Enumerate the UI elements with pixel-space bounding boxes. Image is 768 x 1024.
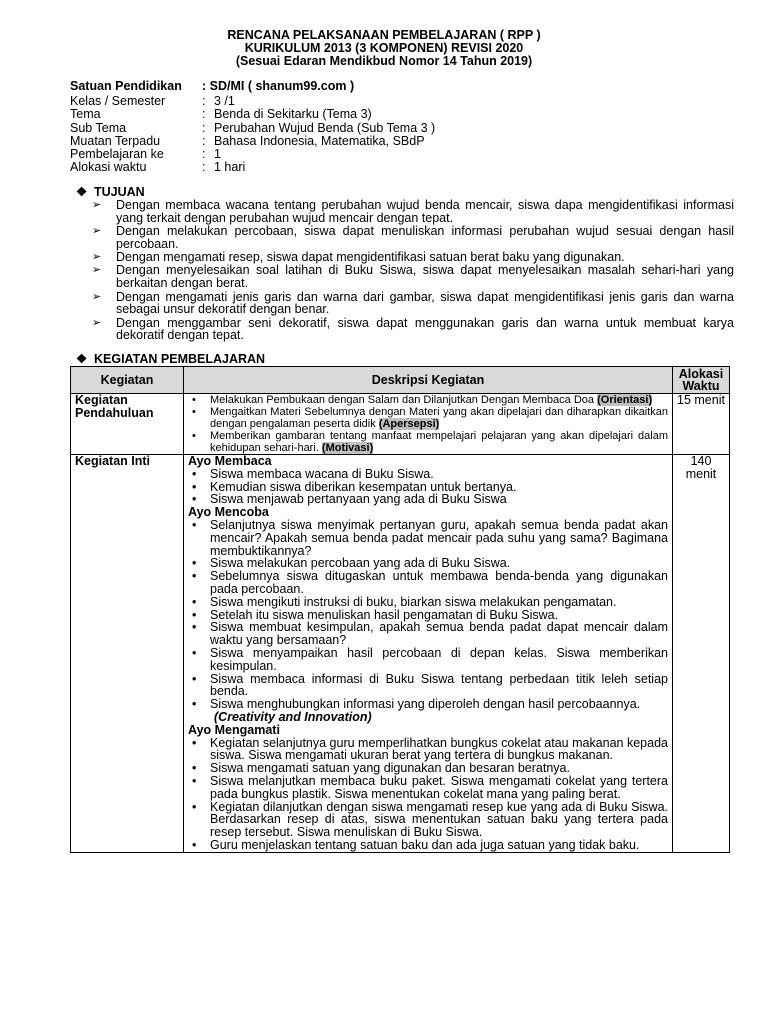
- info-value: Perubahan Wujud Benda (Sub Tema 3 ): [214, 120, 436, 135]
- bullet-icon: •: [192, 406, 196, 418]
- bullet-icon: •: [192, 837, 197, 852]
- highlight-tag: (Motivasi): [321, 442, 374, 454]
- section-title: KEGIATAN PEMBELAJARAN: [94, 352, 266, 366]
- list-item-text: Siswa menghubungkan informasi yang diperoleh dengan hasil percobaannya.: [210, 697, 641, 712]
- list-item: [188, 394, 668, 406]
- info-row: [70, 108, 435, 121]
- info-label: Sub Tema: [70, 120, 127, 135]
- info-label: Kelas / Semester: [70, 94, 166, 109]
- item-text: Mengaitkan Materi Sebelumnya dengan Materi yang akan dipelajari dan diharapkan dikaitkan dengan pengalaman peserta didik: [210, 406, 668, 430]
- bullet-icon: •: [192, 517, 197, 532]
- objective-text: Dengan mengamati resep, siswa dapat mengidentifikasi satuan berat baku yang digunakan.: [116, 250, 625, 265]
- list-item-text: [210, 406, 668, 430]
- list-item: [188, 468, 668, 481]
- objective-item: [92, 199, 734, 225]
- cell-alokasi-inti: 140 menit: [673, 455, 730, 853]
- list-item: [188, 406, 668, 430]
- bullet-icon: •: [192, 607, 197, 622]
- bullet-icon: •: [192, 620, 197, 635]
- subheading-ayo-mencoba: Ayo Mencoba: [188, 505, 269, 520]
- item-text: Memberikan gambaran tentang manfaat mempelajari pelajaran yang akan dipelajari dalam kehidupan sehari-hari.: [210, 430, 668, 454]
- list-item: [188, 673, 668, 699]
- identity-block: [70, 80, 435, 174]
- list-item-text: Siswa membuat kesimpulan, apakah semua benda padat dapat mencair dalam waktu yang bersamaan?: [210, 620, 668, 648]
- table-row-inti: [71, 455, 730, 853]
- cell-alokasi-pendahuluan: 15 menit: [673, 394, 730, 455]
- table-header-row: [71, 367, 730, 394]
- list-item-text: Siswa melakukan percobaan yang ada di Buku Siswa.: [210, 556, 511, 571]
- creativity-note: (Creativity and Innovation): [214, 709, 372, 724]
- info-value: 1 hari: [214, 160, 246, 175]
- bullet-icon: •: [192, 761, 197, 776]
- list-item-text: [210, 430, 668, 454]
- list-item: [188, 570, 668, 596]
- objective-item: [92, 225, 734, 251]
- list-item: [188, 839, 668, 852]
- info-value: Bahasa Indonesia, Matematika, SBdP: [214, 133, 425, 148]
- info-separator: :: [202, 160, 206, 175]
- info-row-satuan: [70, 80, 435, 93]
- diamond-bullet-icon: ❖: [76, 352, 88, 366]
- list-item: [188, 775, 668, 801]
- bullet-icon: •: [192, 556, 197, 571]
- list-item-text: Kemudian siswa diberikan kesempatan untuk bertanya.: [210, 479, 517, 494]
- info-separator: :: [202, 133, 206, 148]
- objective-item: [92, 291, 734, 317]
- bullet-icon: •: [192, 479, 197, 494]
- title-line-3: (Sesuai Edaran Mendikbud Nomor 14 Tahun 2019): [235, 54, 533, 68]
- title-line-1: RENCANA PELAKSANAAN PEMBELAJARAN ( RPP ): [227, 28, 541, 42]
- objective-item: [92, 317, 734, 343]
- info-separator: :: [202, 120, 206, 135]
- info-label: Alokasi waktu: [70, 160, 147, 175]
- highlight-tag: (Orientasi): [597, 394, 653, 406]
- info-separator: :: [202, 147, 206, 162]
- bullet-icon: •: [192, 430, 196, 442]
- bullet-icon: •: [192, 466, 197, 481]
- item-text: Melakukan Pembukaan dengan Salam dan Dilanjutkan Dengan Membaca Doa: [210, 394, 595, 406]
- bullet-icon: •: [192, 569, 197, 584]
- bullet-icon: •: [192, 697, 197, 712]
- subheading-ayo-membaca: Ayo Membaca: [188, 454, 272, 468]
- diamond-bullet-icon: ❖: [76, 185, 88, 199]
- list-item-text: Kegiatan dilanjutkan dengan siswa mengamati resep kue yang ada di Buku Siswa. Berdasarkan resep di atas, siswa menentukan satuan baku yang tertera pada resep tersebut. Siswa menuliskan di Buku Siswa.: [210, 799, 668, 840]
- arrow-bullet-icon: ➢: [92, 290, 102, 303]
- info-value: Benda di Sekitarku (Tema 3): [214, 107, 372, 122]
- info-label: Pembelajaran ke: [70, 147, 164, 162]
- info-label: Tema: [70, 107, 101, 122]
- cell-deskripsi-inti: [184, 455, 673, 853]
- objective-text: Dengan mengamati jenis garis dan warna dari gambar, siswa dapat mengidentifikasi jenis garis dan warna sebagai unsur dekoratif dengan benar.: [116, 289, 734, 317]
- list-item-text: Sebelumnya siswa ditugaskan untuk membawa benda-benda yang digunakan pada percobaan.: [210, 569, 668, 596]
- arrow-bullet-icon: ➢: [92, 264, 102, 277]
- list-item-text: Guru menjelaskan tentang satuan baku dan ada juga satuan yang tidak baku.: [210, 837, 640, 852]
- highlight-tag: (Apersepsi): [378, 418, 440, 430]
- arrow-bullet-icon: ➢: [92, 251, 102, 264]
- list-item-text: Siswa menjawab pertanyaan yang ada di Buku Siswa: [210, 492, 507, 507]
- list-item-text: Siswa menyampaikan hasil percobaan di depan kelas. Siswa memberikan kesimpulan.: [210, 645, 668, 673]
- objective-text: Dengan menggambar seni dekoratif, siswa dapat menggunakan garis dan warna untuk membuat karya dekoratif dengan tepat.: [116, 315, 734, 343]
- list-item: [188, 762, 668, 775]
- cell-kegiatan-pendahuluan: Kegiatan Pendahuluan: [71, 394, 184, 455]
- bullet-icon: •: [192, 492, 197, 507]
- list-item: [188, 801, 668, 839]
- objective-item: [92, 264, 734, 290]
- info-value: 3 /1: [214, 94, 235, 109]
- list-item: [188, 621, 668, 647]
- bullet-icon: •: [192, 799, 197, 814]
- bullet-icon: •: [192, 773, 197, 788]
- info-separator: :: [202, 94, 206, 109]
- objective-item: [92, 251, 734, 264]
- arrow-bullet-icon: ➢: [92, 316, 102, 329]
- list-item-text: Siswa membaca informasi di Buku Siswa tentang perbedaan titik leleh setiap benda.: [210, 671, 668, 699]
- list-item-text: Siswa mengamati satuan yang digunakan dan besaran beratnya.: [210, 761, 570, 776]
- info-separator: :: [202, 107, 206, 122]
- list-item-text: Siswa membaca wacana di Buku Siswa.: [210, 466, 434, 481]
- list-item-text: Setelah itu siswa menuliskan hasil pengamatan di Buku Siswa.: [210, 607, 559, 622]
- objective-text: Dengan melakukan percobaan, siswa dapat menuliskan informasi perubahan wujud sesuai dengan hasil percobaan.: [116, 224, 734, 251]
- list-item: [188, 519, 668, 557]
- info-label: Muatan Terpadu: [70, 133, 161, 148]
- objective-text: Dengan menyelesaikan soal latihan di Buku Siswa, siswa dapat menyelesaikan masalah sehari-hari yang berkaitan dengan berat.: [116, 263, 734, 291]
- bullet-icon: •: [192, 671, 197, 686]
- info-label: Satuan Pendidikan: [70, 79, 182, 93]
- list-item-text: Siswa mengikuti instruksi di buku, biarkan siswa melakukan pengamatan.: [210, 594, 617, 609]
- info-value: 1: [214, 147, 221, 162]
- bullet-icon: •: [192, 594, 197, 609]
- list-item: [188, 647, 668, 673]
- list-item-text: [210, 394, 668, 406]
- bullet-icon: •: [192, 735, 197, 750]
- section-tujuan-heading: [76, 185, 145, 199]
- list-item: [188, 430, 668, 454]
- column-header-kegiatan: Kegiatan: [71, 367, 184, 394]
- objective-text: Dengan membaca wacana tentang perubahan wujud benda mencair, siswa dapa mengidentifikasi informasi yang terkait dengan perubahan wujud mencair dengan tepat.: [116, 198, 734, 225]
- section-kegiatan-heading: [76, 352, 265, 366]
- info-row: [70, 161, 435, 174]
- info-value: : SD/MI ( shanum99.com ): [202, 79, 355, 93]
- column-header-deskripsi: Deskripsi Kegiatan: [184, 367, 673, 394]
- table-row-pendahuluan: [71, 394, 730, 455]
- list-item: [188, 737, 668, 763]
- activity-table: [70, 366, 730, 853]
- arrow-bullet-icon: ➢: [92, 199, 102, 211]
- column-header-alokasi: Alokasi Waktu: [673, 367, 730, 394]
- subheading-ayo-mengamati: Ayo Mengamati: [188, 722, 280, 737]
- bullet-icon: •: [192, 645, 197, 660]
- list-item-text: Kegiatan selanjutnya guru memperlihatkan bungkus cokelat atau makanan kepada siswa. Siswa mengamati ukuran berat yang tertera di bungkus makanan.: [210, 735, 668, 763]
- title-line-2: KURIKULUM 2013 (3 KOMPONEN) REVISI 2020: [244, 41, 524, 55]
- bullet-icon: •: [192, 394, 196, 406]
- list-item-text: Siswa melanjutkan membaca buku paket. Siswa mengamati cokelat yang tertera pada bungkus plastik. Siswa menentukan cokelat mana yang paling berat.: [210, 773, 668, 801]
- list-item-text: Selanjutnya siswa menyimak pertanyan guru, apakah semua benda padat akan mencair? Apakah semua benda padat mencair pada suhu yang sama? Bagimana membuktikannya?: [210, 517, 668, 558]
- arrow-bullet-icon: ➢: [92, 225, 102, 238]
- cell-deskripsi-pendahuluan: [184, 394, 673, 455]
- info-row: [70, 122, 435, 135]
- cell-kegiatan-inti: Kegiatan Inti: [71, 455, 184, 853]
- list-item: [188, 596, 668, 609]
- tujuan-list: [92, 199, 734, 343]
- section-title: TUJUAN: [94, 185, 145, 199]
